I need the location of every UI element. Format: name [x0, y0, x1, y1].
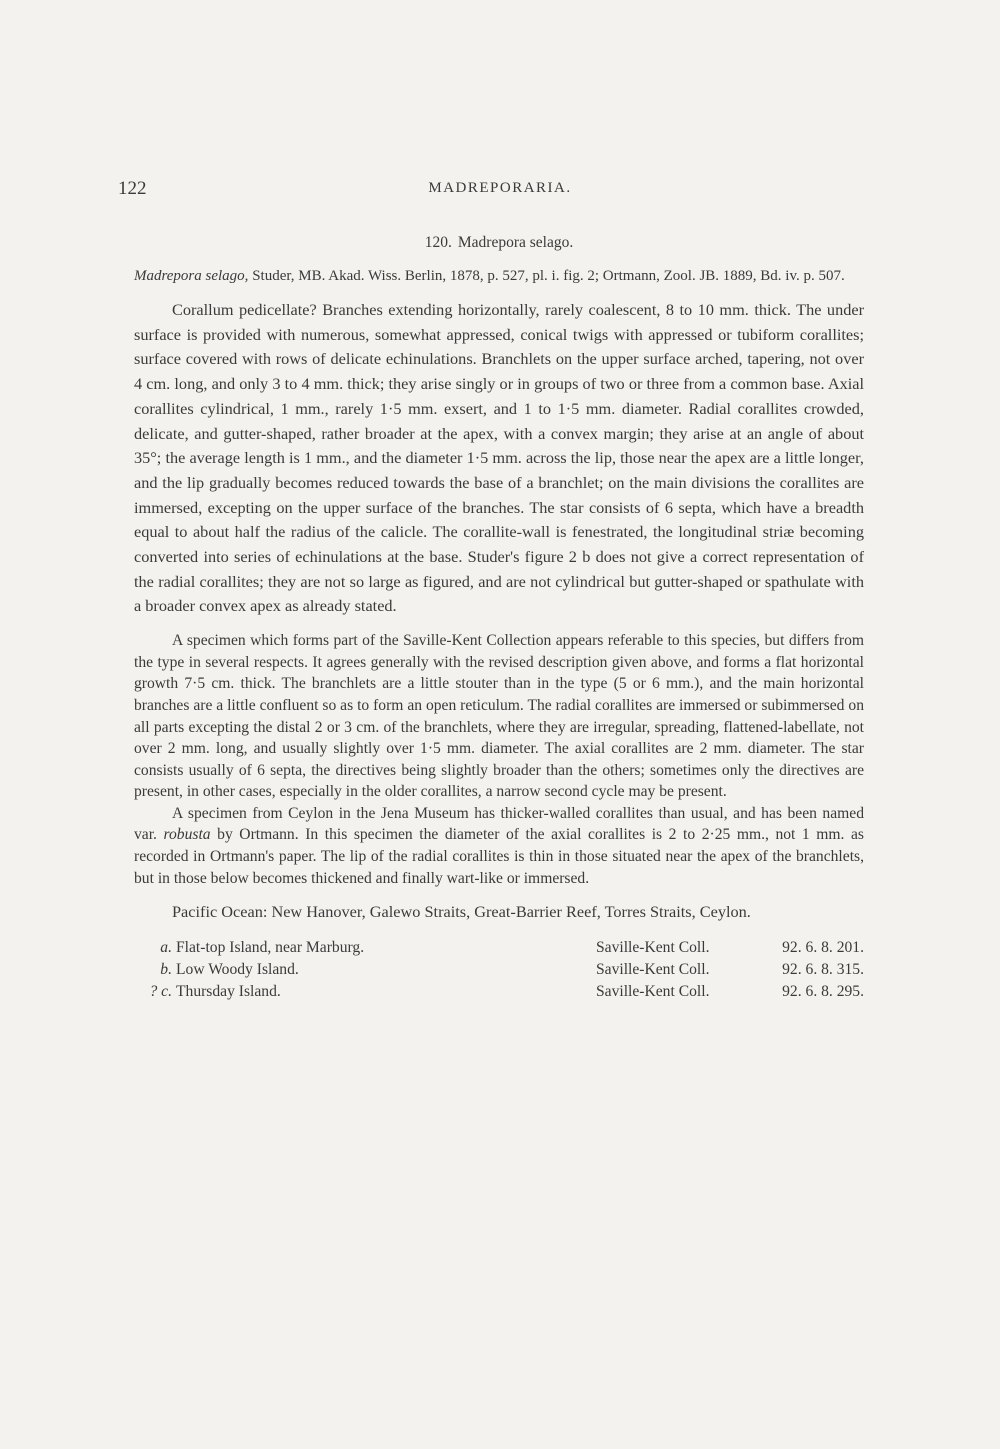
specimen-locality: Low Woody Island. — [176, 961, 299, 979]
specimen-collection: Saville-Kent Coll. — [596, 939, 710, 957]
species-heading — [134, 234, 864, 252]
specimen-row — [134, 959, 864, 981]
specimen-letter: b. — [160, 961, 172, 979]
specimen-letter: a. — [160, 939, 172, 957]
specimen-register: 92. 6. 8. 315. — [782, 961, 864, 979]
specimen-collection: Saville-Kent Coll. — [596, 983, 710, 1001]
specimen-register: 92. 6. 8. 295. — [782, 983, 864, 1001]
specimen-locality: Thursday Island. — [176, 983, 281, 1001]
specimen-locality: Flat-top Island, near Marburg. — [176, 939, 365, 957]
page-content — [134, 234, 864, 1003]
jena-note-text-after: by Ortmann. In this specimen the diameter of the axial corallites is 2 to 2·25 mm., not 1 mm. as recorded in Ortmann's paper. The lip of the radial corallites is thin in those situated near the apex of the branchlets, but in those below becomes thickened and finally wart-like or immersed. — [134, 826, 864, 887]
saville-kent-note: A specimen which forms part of the Saville-Kent Collection appears referable to this species, but differs from the type in several respects. It agrees generally with the revised description given above, and forms a flat horizontal growth 7·5 cm. thick. The branchlets are a little stouter than in the type (5 or 6 mm.), and the main horizontal branches are a little confluent so as to form an open reticulum. The radial corallites are immersed or subimmersed on all parts excepting the distal 2 or 3 cm. of the branchlets, where they are irregular, spreading, flattened-labellate, not over 2 mm. long, and usually slightly over 1·5 mm. diameter. The axial corallites are 2 mm. diameter. The star consists usually of 6 septa, the directives being slightly broader than the others; sometimes only the directives are present, in other cases, especially in the older corallites, a narrow second cycle may be present. — [134, 632, 864, 801]
jena-note-text-before: A specimen from Ceylon in the Jena Museum has thicker-walled corallites than usual, and has been named var. — [134, 804, 864, 844]
species-number: 120. — [424, 234, 452, 251]
jena-museum-note — [134, 803, 864, 889]
species-description: Corallum pedicellate? Branches extending horizontally, rarely coalescent, 8 to 10 mm. thick. The under surface is provided with numerous, somewhat appressed, conical twigs with appressed or tubiform corallites; surface covered with rows of delicate echinulations. Branchlets on the upper surface arched, tapering, not over 4 cm. long, and only 3 to 4 mm. thick; they arise singly or in groups of two or three from a common base. Axial corallites cylindrical, 1 mm., rarely 1·5 mm. exsert, and 1 to 1·5 mm. diameter. Radial corallites crowded, delicate, and gutter-shaped, rather broader at the apex, with a convex margin; they arise at an angle of about 35°; the average length is 1 mm., and the diameter 1·5 mm. across the lip, those near the apex are a little longer, and the lip gradually becomes reduced towards the base of a branchlet; on the main divisions the corallites are immersed, excepting on the upper surface of the branches. The star consists of 6 septa, which have a breadth equal to about half the radius of the calicle. The corallite-wall is fenestrated, the longitudinal striæ becoming converted into series of echinulations at the base. Studer's figure 2 b does not give a correct representation of the radial corallites; they are not so large as figured, and are not cylindrical but gutter-shaped or spathulate with a broader convex apex as already stated. — [134, 300, 864, 616]
specimen-row — [134, 937, 864, 959]
synonymy-name: Madrepora selago, — [134, 268, 249, 284]
species-name: Madrepora selago. — [457, 234, 574, 251]
synonymy-paragraph — [134, 266, 864, 286]
specimen-list — [134, 937, 864, 1003]
running-head: MADREPORARIA. — [428, 180, 572, 196]
synonymy-citation: Studer, MB. Akad. Wiss. Berlin, 1878, p. 527, pl. i. fig. 2; Ortmann, Zool. JB. 1889, Bd. iv. p. 507. — [252, 268, 845, 284]
page-number: 122 — [118, 178, 147, 199]
specimen-register: 92. 6. 8. 201. — [782, 939, 864, 957]
specimen-collection: Saville-Kent Coll. — [596, 961, 710, 979]
distribution-paragraph: Pacific Ocean: New Hanover, Galewo Straits, Great-Barrier Reef, Torres Straits, Ceylon. — [172, 902, 751, 922]
specimen-row — [134, 981, 864, 1003]
variety-name: robusta — [163, 826, 211, 844]
specimen-letter: ? c. — [149, 983, 172, 1001]
page-header — [118, 178, 882, 202]
